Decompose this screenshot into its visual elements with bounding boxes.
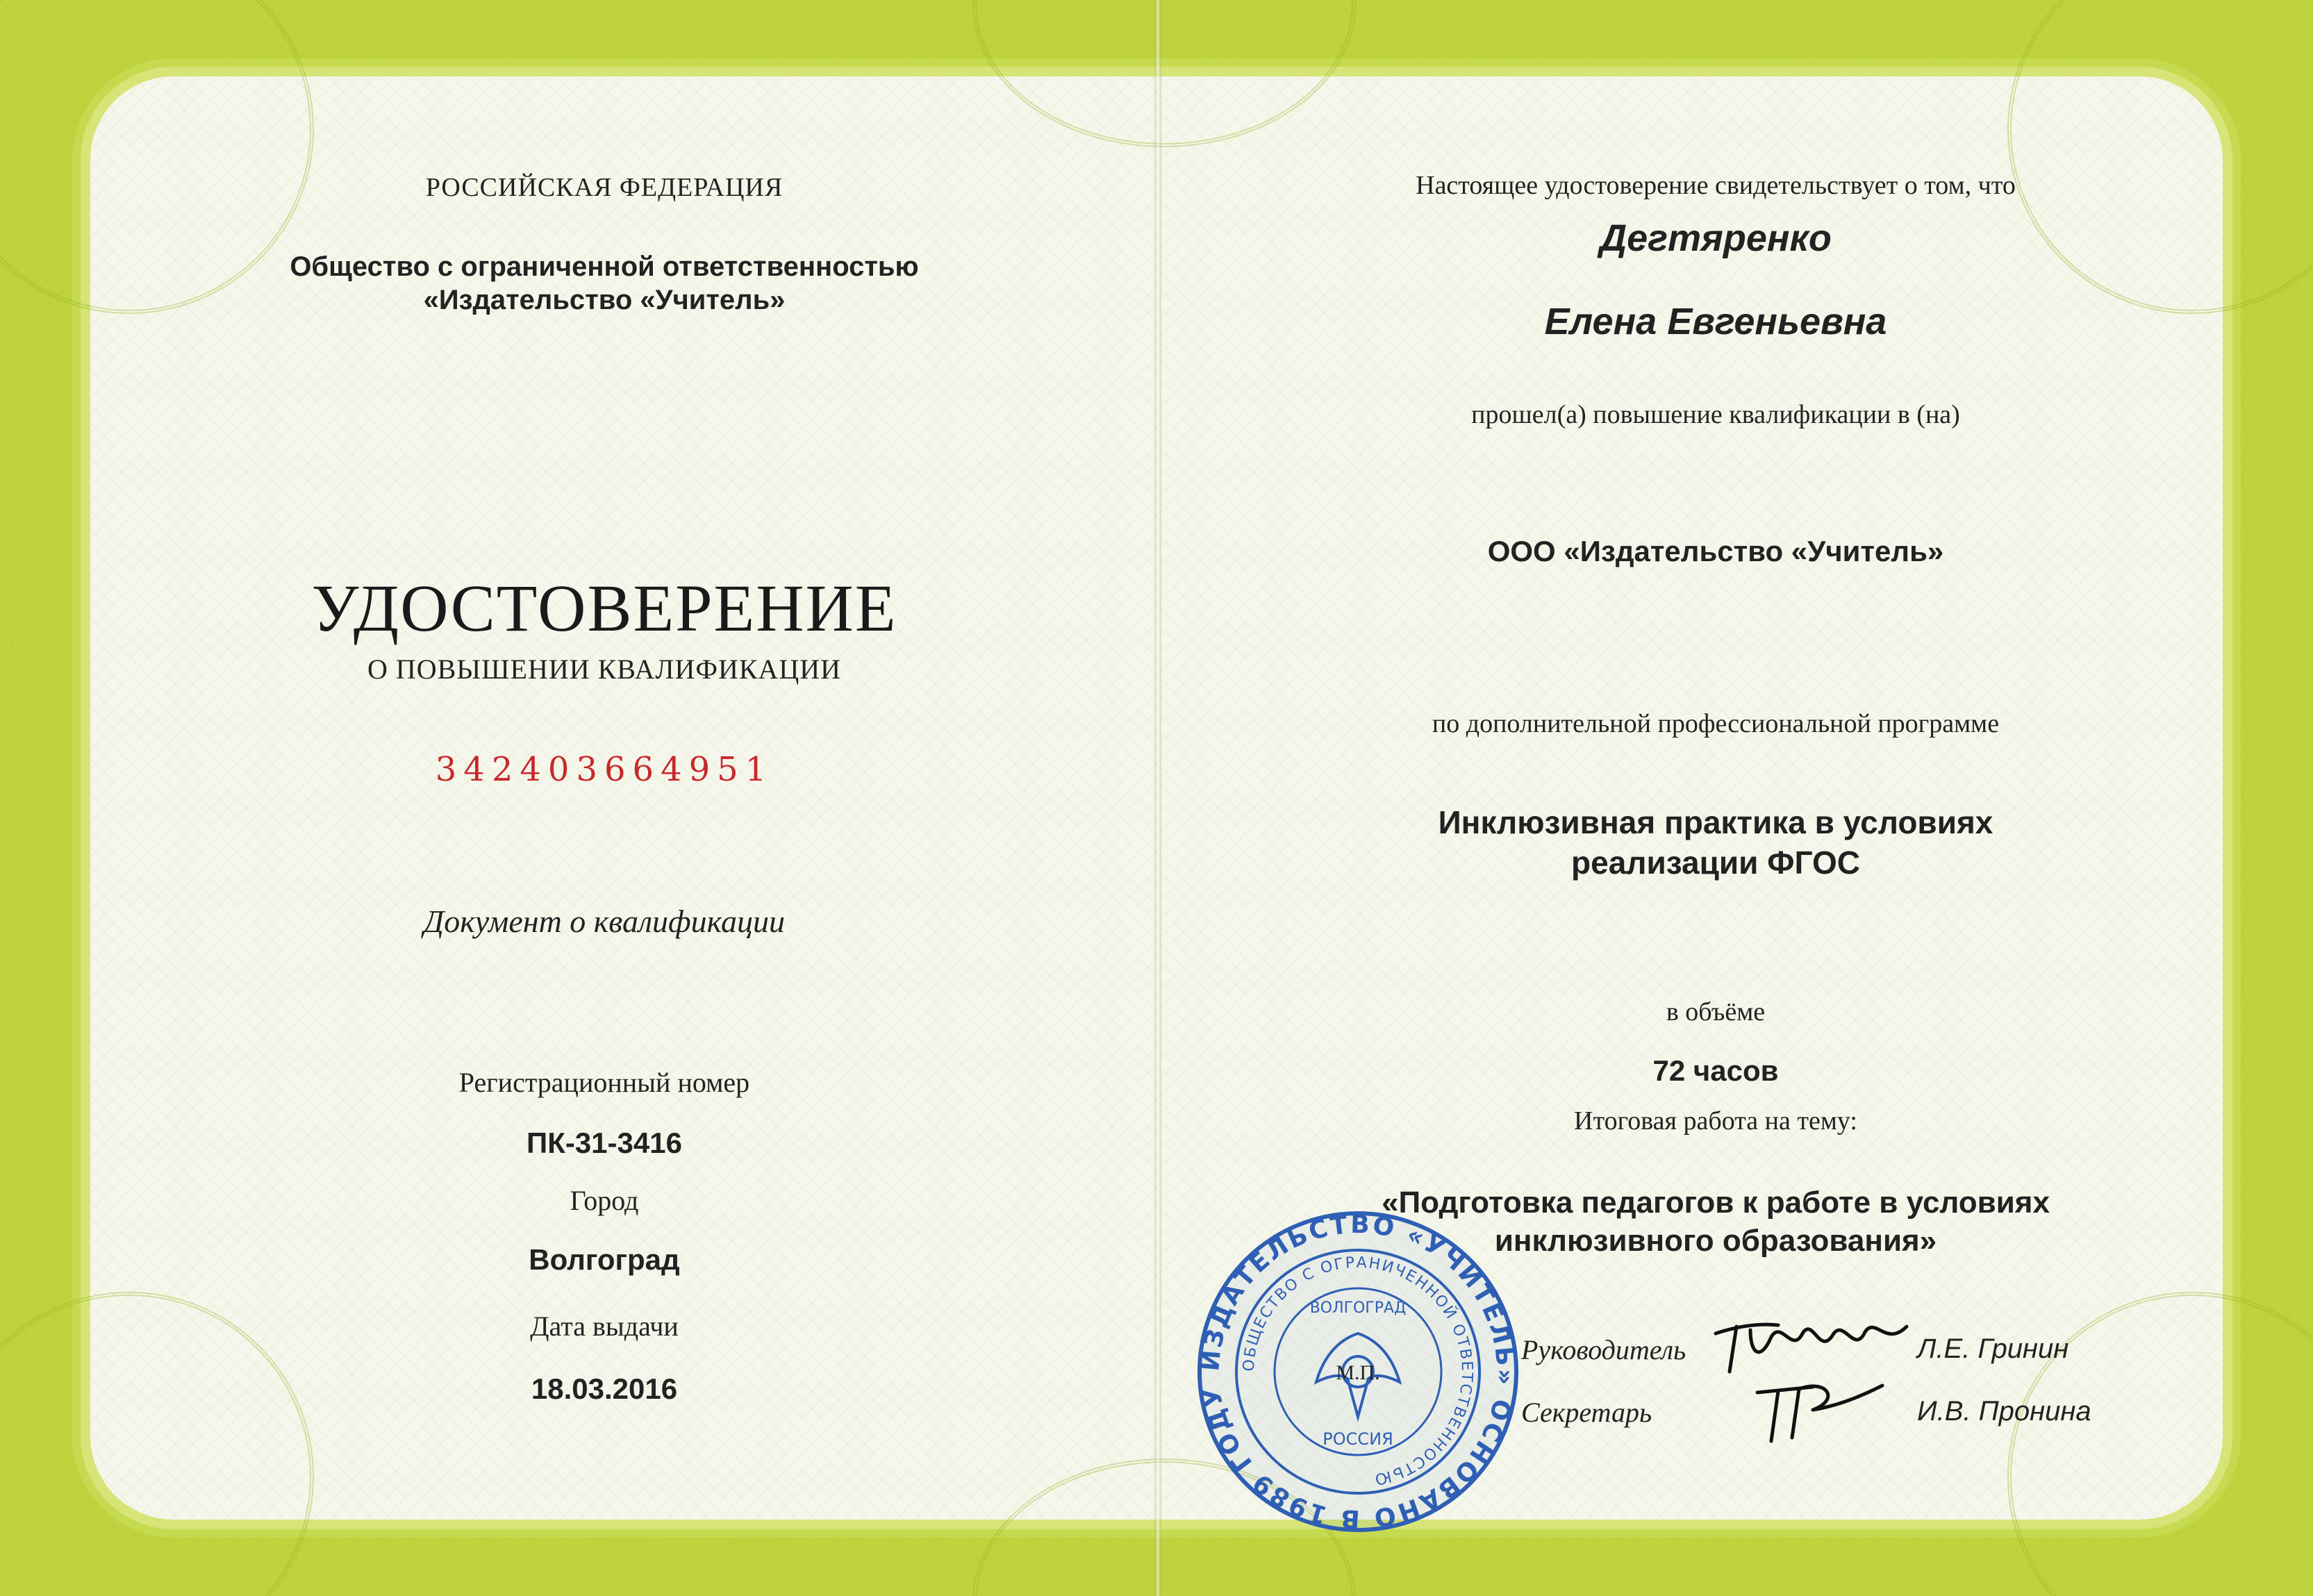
program-name-line-1: Инклюзивная практика в условиях: [1438, 804, 1993, 840]
seal-inner-text: ОБЩЕСТВО С ОГРАНИЧЕННОЙ ОТВЕТСТВЕННОСТЬЮ: [1240, 1254, 1476, 1488]
seal-outer-text: ИЗДАТЕЛЬСТВО «УЧИТЕЛЬ» ОСНОВАНО В 1989 ГОДУ: [1196, 1210, 1520, 1533]
institution-name: ООО «Издательство «Учитель»: [1487, 535, 1944, 567]
secretary-label: Секретарь: [1521, 1397, 1652, 1428]
head-label: Руководитель: [1521, 1334, 1686, 1365]
training-statement: прошел(а) повышение квалификации в (на): [1471, 400, 1960, 429]
final-work-title-line-1: «Подготовка педагогов к работе в условиях: [1382, 1186, 2050, 1220]
program-label: по дополнительной профессиональной программе: [1432, 709, 2000, 738]
official-seal: [1195, 1208, 1521, 1535]
final-work-title-line-2: инклюзивного образования»: [1494, 1224, 1937, 1258]
seal-city: ВОЛГОГРАД: [1309, 1299, 1407, 1317]
document-type: Документ о квалификации: [423, 904, 786, 939]
document-title: УДОСТОВЕРЕНИЕ: [311, 571, 897, 645]
head-signature-icon: [1709, 1306, 1917, 1382]
final-work-label: Итоговая работа на тему:: [1574, 1106, 1857, 1136]
organization-line-1: Общество с ограниченной ответственностью: [290, 251, 919, 282]
holder-given-names: Елена Евгеньевна: [1544, 301, 1887, 342]
country-heading: РОССИЙСКАЯ ФЕДЕРАЦИЯ: [425, 173, 784, 202]
holder-surname: Дегтяренко: [1600, 217, 1832, 259]
registration-number-value: ПК-31-3416: [527, 1127, 682, 1159]
program-name-line-2: реализации ФГОС: [1571, 845, 1860, 881]
certificate-intro: Настоящее удостоверение свидетельствует о том, что: [1416, 171, 2016, 200]
volume-value: 72 часов: [1652, 1054, 1779, 1087]
volume-label: в объёме: [1666, 997, 1766, 1026]
secretary-signature-icon: [1750, 1372, 1889, 1448]
city-label: Город: [570, 1185, 639, 1216]
head-name: Л.Е. Гринин: [1917, 1333, 2069, 1364]
city-value: Волгоград: [529, 1243, 680, 1276]
secretary-name: И.В. Пронина: [1917, 1396, 2091, 1427]
serial-number: 342403664951: [435, 750, 774, 789]
page-fold: [1154, 0, 1161, 1596]
issue-date-label: Дата выдачи: [530, 1311, 679, 1342]
seal-country: РОССИЯ: [1323, 1429, 1393, 1449]
issue-date-value: 18.03.2016: [531, 1372, 678, 1405]
registration-number-label: Регистрационный номер: [458, 1067, 750, 1098]
document-subtitle: О ПОВЫШЕНИИ КВАЛИФИКАЦИИ: [367, 654, 842, 685]
organization-line-2: «Издательство «Учитель»: [423, 285, 786, 315]
seal-mp-label: М.П.: [1336, 1361, 1380, 1384]
